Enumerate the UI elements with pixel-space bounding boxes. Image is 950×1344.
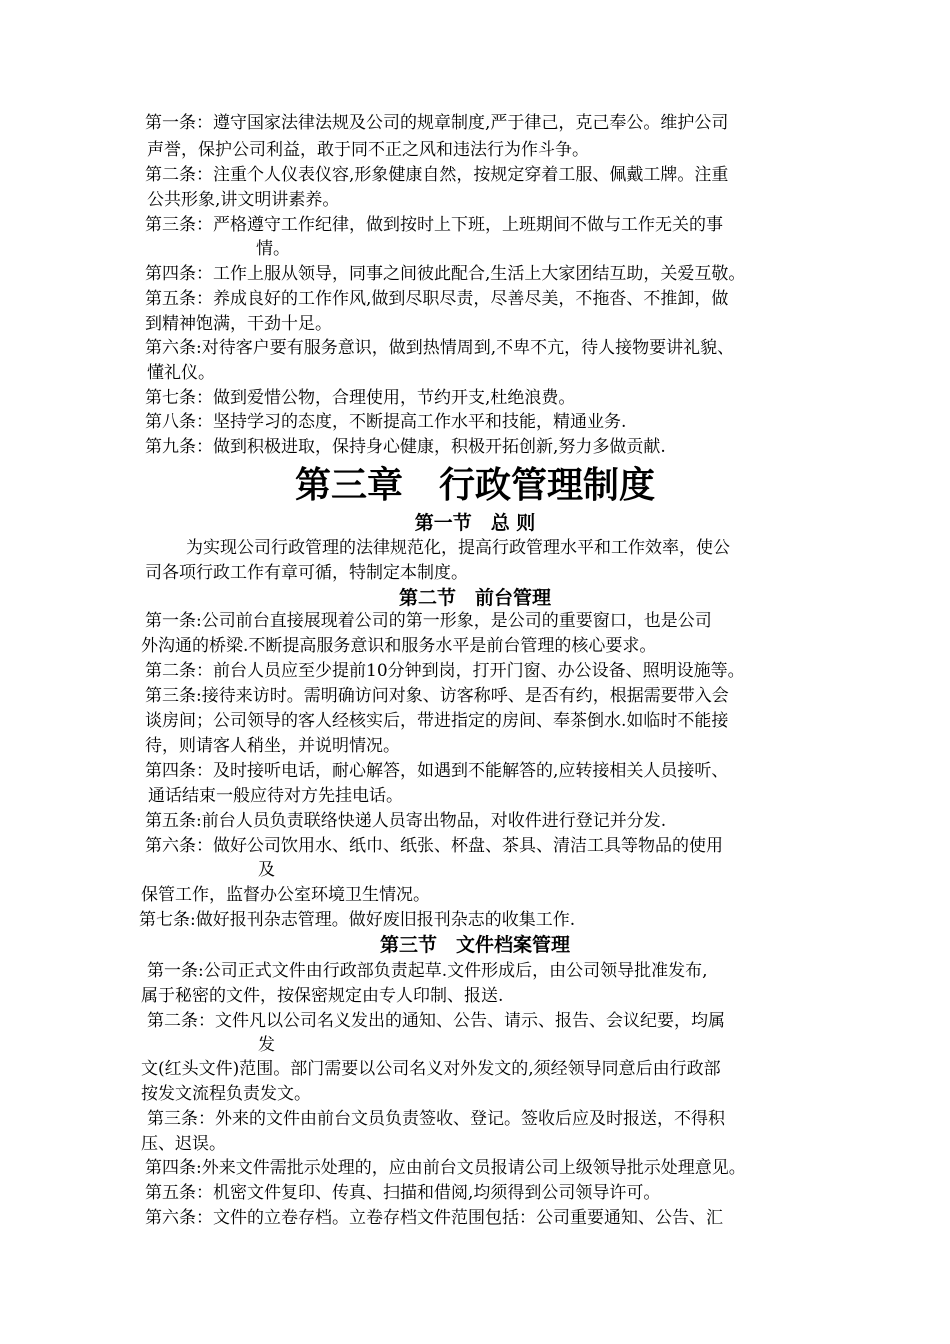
section-line: 为实现公司行政管理的法律规范化，提高行政管理水平和工作效率，使公 [186, 538, 730, 558]
section-line: 第三条：外来的文件由前台文员负责签收、登记。签收后应及时报送，不得积 [147, 1109, 725, 1129]
rule-line: 第二条：注重个人仪表仪容,形象健康自然，按规定穿着工服、佩戴工牌。注重 [145, 165, 729, 185]
rule-line: 第一条：遵守国家法律法规及公司的规章制度,严于律己，克己奉公。维护公司 [145, 113, 729, 133]
section-line: 第七条:做好报刊杂志管理。做好废旧报刊杂志的收集工作. [139, 910, 576, 930]
section-line: 第六条：文件的立卷存档。立卷存档文件范围包括：公司重要通知、公告、汇 [145, 1208, 723, 1228]
section-title: 第一节 总 则 [414, 512, 536, 534]
rule-line: 第七条：做到爱惜公物，合理使用，节约开支,杜绝浪费。 [145, 388, 576, 408]
rule-line: 到精神饱满，干劲十足。 [145, 314, 332, 334]
section-line: 保管工作，监督办公室环境卫生情况。 [141, 885, 430, 905]
section-line: 第六条：做好公司饮用水、纸巾、纸张、杯盘、茶具、清洁工具等物品的使用 [145, 836, 723, 856]
section-line: 第二条：文件凡以公司名义发出的通知、公告、请示、报告、会议纪要，均属 [147, 1011, 725, 1031]
section-line: 通话结束一般应待对方先挂电话。 [148, 786, 403, 806]
section-line: 第四条：及时接听电话，耐心解答，如遇到不能解答的,应转接相关人员接听、 [145, 761, 729, 781]
section-line: 第一条:公司正式文件由行政部负责起草.文件形成后，由公司领导批准发布, [147, 961, 708, 981]
rule-line: 第九条：做到积极进取，保持身心健康，积极开拓创新,努力多做贡献. [145, 437, 666, 457]
section-line: 谈房间；公司领导的客人经核实后，带进指定的房间、奉茶倒水.如临时不能接 [145, 711, 729, 731]
section-line: 及 [258, 860, 275, 880]
chapter-title: 第三章 行政管理制度 [294, 464, 655, 506]
rule-line: 第八条：坚持学习的态度，不断提高工作水平和技能，精通业务. [145, 412, 627, 432]
section-line: 第二条：前台人员应至少提前10分钟到岗，打开门窗、办公设备、照明设施等。 [145, 661, 745, 681]
section-line: 属于秘密的文件，按保密规定由专人印制、报送. [141, 986, 504, 1006]
section-title: 第二节 前台管理 [398, 587, 551, 609]
section-line: 外沟通的桥梁.不断提高服务意识和服务水平是前台管理的核心要求。 [141, 636, 657, 656]
section-line: 第四条:外来文件需批示处理的，应由前台文员报请公司上级领导批示处理意见。 [145, 1158, 746, 1178]
section-line: 第五条:前台人员负责联络快递人员寄出物品，对收件进行登记并分发. [145, 811, 667, 831]
section-line: 压、迟误。 [141, 1134, 226, 1154]
section-line: 第五条：机密文件复印、传真、扫描和借阅,均须得到公司领导许可。 [145, 1183, 661, 1203]
section-line: 第三条:接待来访时。需明确访问对象、访客称呼、是否有约，根据需要带入会 [145, 686, 729, 706]
rule-line: 懂礼仪。 [147, 363, 215, 383]
rule-line: 第三条：严格遵守工作纪律，做到按时上下班，上班期间不做与工作无关的事 [145, 215, 723, 235]
section-line: 司各项行政工作有章可循，特制定本制度。 [145, 563, 468, 583]
section-title: 第三节 文件档案管理 [379, 934, 570, 956]
rule-line: 公共形象,讲文明讲素养。 [147, 190, 340, 210]
rule-line: 第四条：工作上服从领导，同事之间彼此配合,生活上大家团结互助，关爱互敬。 [145, 264, 746, 284]
rule-line: 第六条:对待客户要有服务意识，做到热情周到,不卑不亢，待人接物要讲礼貌、 [145, 338, 735, 358]
section-line: 发 [258, 1035, 275, 1055]
rule-line: 第五条：养成良好的工作作风,做到尽职尽责，尽善尽美，不拖沓、不推卸，做 [145, 289, 729, 309]
section-line: 文(红头文件)范围。部门需要以公司名义对外发文的,须经领导同意后由行政部 [141, 1059, 721, 1079]
rule-line: 声誉，保护公司利益，敢于同不正之风和违法行为作斗争。 [147, 140, 589, 160]
section-line: 待，则请客人稍坐，并说明情况。 [145, 736, 400, 756]
rule-line: 情。 [256, 239, 290, 259]
section-line: 第一条:公司前台直接展现着公司的第一形象，是公司的重要窗口，也是公司 [145, 611, 712, 631]
section-line: 按发文流程负责发文。 [141, 1084, 311, 1104]
